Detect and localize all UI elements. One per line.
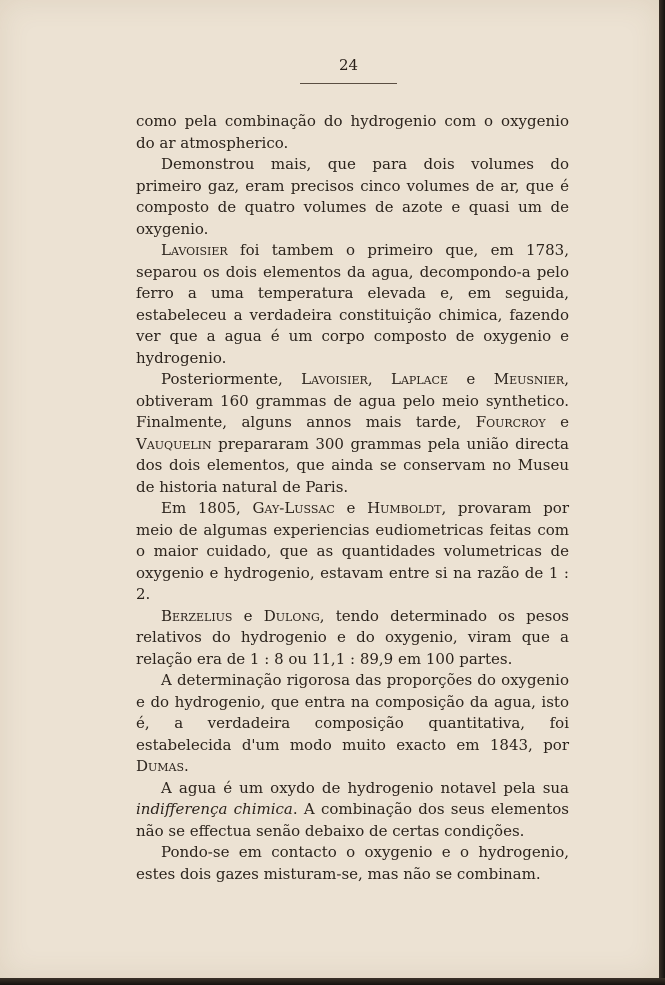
text-segment: e xyxy=(448,370,494,388)
author-name: Meusnier xyxy=(493,370,565,388)
text-segment: , provaram por meio de algumas experiencias eudiometricas feitas com o maior cuidado, que as quantidades volumetricas de oxygenio e hydrogenio, estavam entre si na razão de 1 : 2. xyxy=(136,499,569,603)
author-name: Lavoisier xyxy=(161,241,228,259)
text-segment: A determinação rigorosa das proporções do oxygenio e do hydrogenio, que entra na composição da agua, isto é, a verdadeira composição quantitativa, foi estabelecida d'um modo muito exacto em 1843, por xyxy=(136,671,569,754)
text-segment: , tendo determinado os pesos relativos do hydrogenio e do oxygenio, viram que a relação era de 1 : 8 ou 11,1 : 89,9 em 100 partes. xyxy=(136,606,569,668)
paragraph-p7 xyxy=(136,670,569,778)
page-edge-right xyxy=(659,0,665,985)
text-segment: A agua é um oxydo de hydrogenio notavel pela sua xyxy=(161,778,569,797)
author-name: Lavoisier xyxy=(301,370,368,388)
author-name: Laplace xyxy=(391,370,449,388)
text-segment: e xyxy=(232,606,264,625)
paragraph-p6 xyxy=(136,606,569,671)
text-segment: e xyxy=(334,499,368,517)
page-number: 24 xyxy=(338,56,359,74)
text-segment: Pondo-se em contacto o oxygenio e o hydrogenio, estes dois gazes misturam-se, mas não se combinam. xyxy=(136,843,569,883)
author-name: Fourcroy xyxy=(475,413,546,431)
text-segment: e xyxy=(545,413,569,431)
text-segment: . xyxy=(184,757,189,775)
paragraph-p5 xyxy=(136,498,569,606)
text-segment: Em 1805, xyxy=(161,499,253,517)
author-name: Berzelius xyxy=(161,606,233,625)
author-name: Vauquelin xyxy=(136,434,212,453)
paragraph-p2 xyxy=(136,154,569,240)
text-segment: como pela combinação do hydrogenio com o oxygenio do ar atmospherico. xyxy=(136,112,569,152)
author-name: Humboldt xyxy=(367,499,442,517)
text-segment: Posteriormente, xyxy=(161,370,302,388)
paragraph-p3 xyxy=(136,240,569,369)
body-text xyxy=(136,111,569,885)
paragraph-p1 xyxy=(136,111,569,154)
emphasis-text: indifferença chimica xyxy=(136,800,293,818)
author-name: Gay-Lussac xyxy=(252,499,335,517)
paragraph-p9 xyxy=(136,842,569,885)
paragraph-p8 xyxy=(136,778,569,843)
author-name: Dulong xyxy=(263,606,320,625)
text-segment: foi tambem o primeiro que, em 1783, separou os dois elementos da agua, decompondo-a pelo ferro a uma temperatura elevada e, em seguida, estabeleceu a verdadeira constituição chimica, fazendo ver que a agua é um corpo composto de oxygenio e hydrogenio. xyxy=(136,241,569,367)
paragraph-p4 xyxy=(136,369,569,498)
text-segment: , xyxy=(367,370,391,388)
text-segment: . A combinação dos seus elementos não se effectua senão debaixo de certas condições. xyxy=(136,800,569,840)
text-segment: , obtiveram 160 grammas de agua pelo meio synthetico. Finalmente, alguns annos mais tarde, xyxy=(136,370,569,431)
text-segment: prepararam 300 grammas pela união directa dos dois elementos, que ainda se conservam no Museu de historia natural de Paris. xyxy=(136,434,569,496)
header-rule xyxy=(300,83,397,84)
author-name: Dumas xyxy=(136,757,185,775)
text-segment: Demonstrou mais, que para dois volumes do primeiro gaz, eram precisos cinco volumes de ar, que é composto de quatro volumes de azote e quasi um de oxygenio. xyxy=(136,155,569,238)
page-edge-bottom xyxy=(0,978,665,985)
